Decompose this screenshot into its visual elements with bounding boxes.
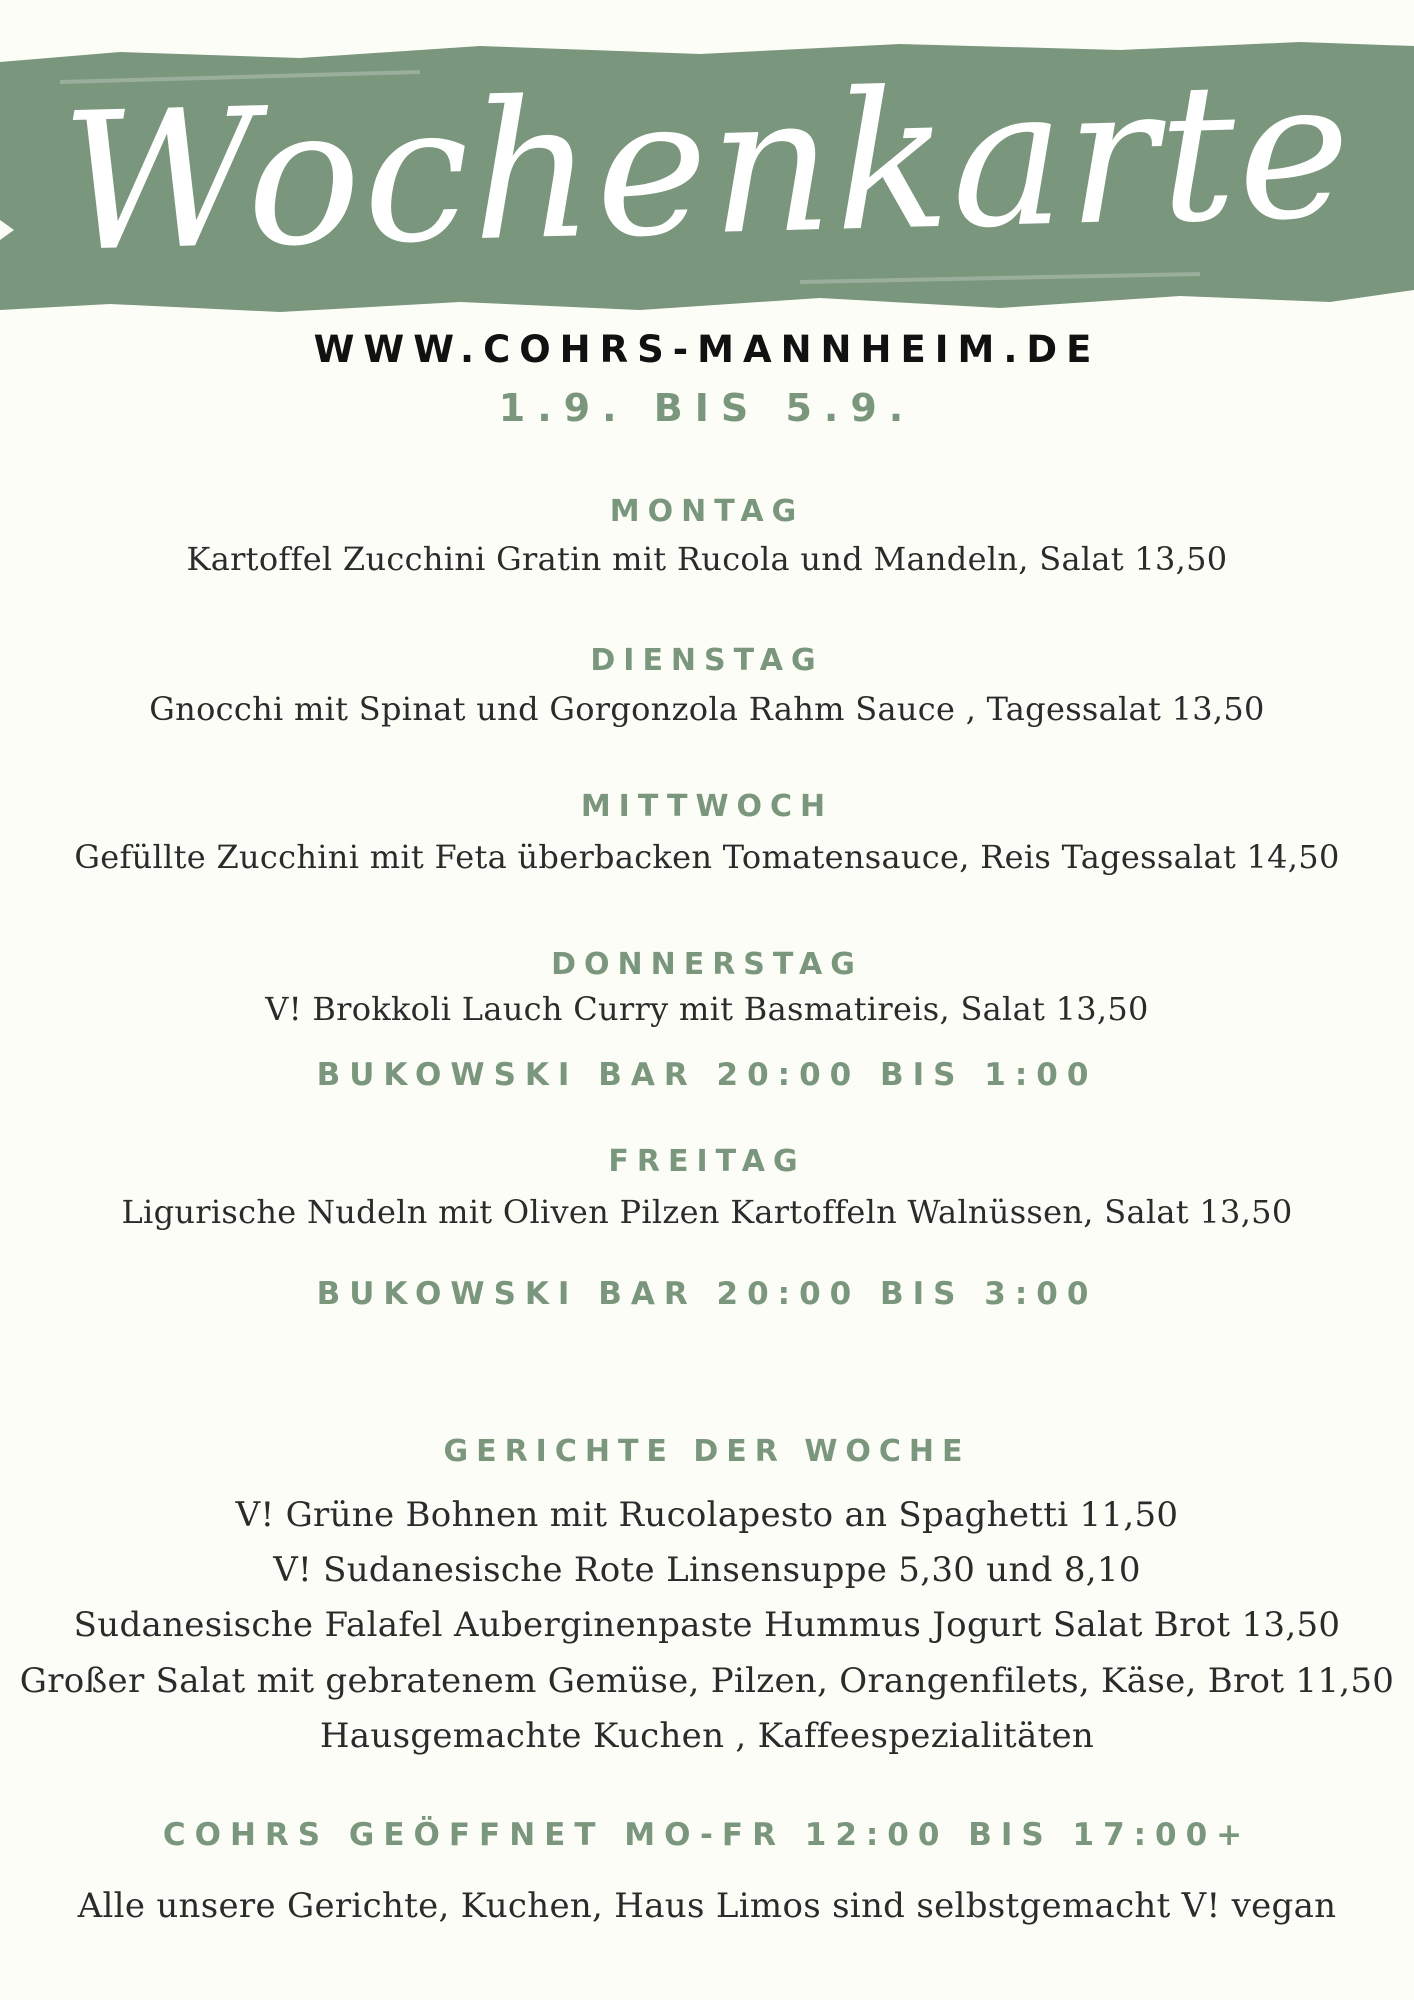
event-thursday: BUKOWSKI BAR 20:00 BIS 1:00 (316, 1057, 1098, 1093)
date-range: 1.9. BIS 5.9. (498, 386, 916, 430)
weekly-item: Sudanesische Falafel Auberginenpaste Hummus Jogurt Salat Brot 13,50 (73, 1605, 1341, 1645)
event-friday: BUKOWSKI BAR 20:00 BIS 3:00 (316, 1276, 1098, 1312)
opening-hours: COHRS GEÖFFNET MO-FR 12:00 BIS 17:00+ (162, 1817, 1252, 1853)
weekly-item: Großer Salat mit gebratenem Gemüse, Pilzen, Orangenfilets, Käse, Brot 11,50 (19, 1661, 1395, 1701)
page-title: Wochenkarte (59, 39, 1355, 294)
dish-monday: Kartoffel Zucchini Gratin mit Rucola und Mandeln, Salat 13,50 (186, 540, 1228, 578)
day-heading-thursday: DONNERSTAG (551, 947, 863, 982)
weekly-item: Hausgemachte Kuchen , Kaffeespezialitäten (319, 1716, 1095, 1756)
dish-friday: Ligurische Nudeln mit Oliven Pilzen Kartoffeln Walnüssen, Salat 13,50 (121, 1193, 1293, 1231)
day-heading-monday: MONTAG (609, 494, 805, 529)
weekly-item: V! Sudanesische Rote Linsensuppe 5,30 und 8,10 (273, 1550, 1141, 1590)
day-heading-friday: FREITAG (608, 1144, 806, 1179)
website-url[interactable]: WWW.COHRS-MANNHEIM.DE (313, 328, 1101, 371)
weekly-heading: GERICHTE DER WOCHE (443, 1434, 971, 1469)
day-heading-tuesday: DIENSTAG (590, 643, 824, 678)
footer-note: Alle unsere Gerichte, Kuchen, Haus Limos sind selbstgemacht V! vegan (77, 1886, 1337, 1926)
dish-thursday: V! Brokkoli Lauch Curry mit Basmatireis, Salat 13,50 (265, 990, 1149, 1028)
dish-tuesday: Gnocchi mit Spinat und Gorgonzola Rahm Sauce , Tagessalat 13,50 (149, 690, 1265, 728)
dish-wednesday: Gefüllte Zucchini mit Feta überbacken Tomatensauce, Reis Tagessalat 14,50 (74, 838, 1340, 876)
day-heading-wednesday: MITTWOCH (580, 789, 834, 824)
weekly-item: V! Grüne Bohnen mit Rucolapesto an Spaghetti 11,50 (235, 1495, 1179, 1535)
